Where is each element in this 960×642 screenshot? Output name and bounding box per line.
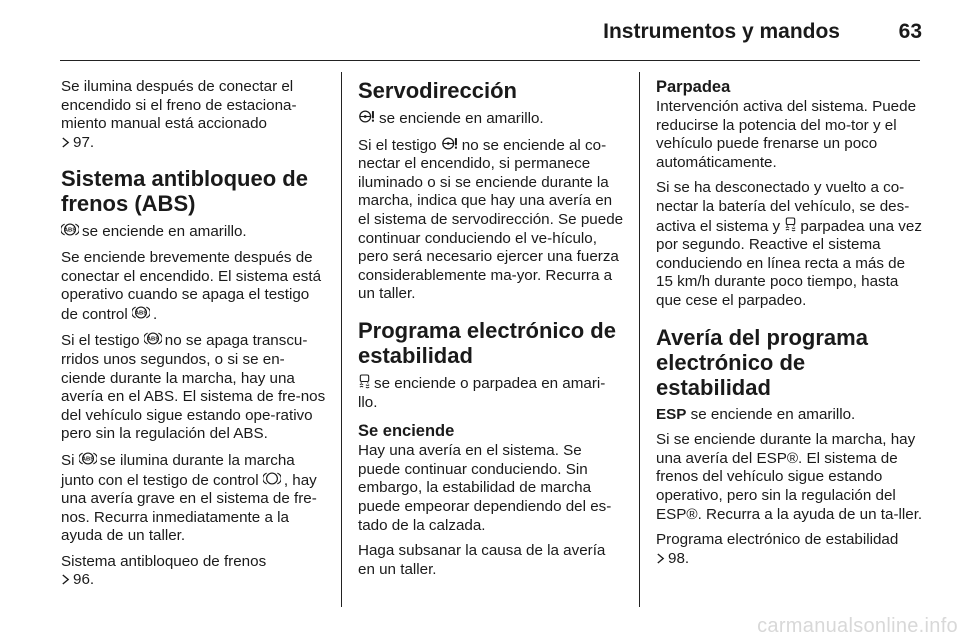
column-2 — [358, 78, 624, 586]
column-1 — [61, 78, 327, 597]
header-divider — [60, 60, 920, 61]
paragraph-text: se ilumina durante la marcha junto con el testigo de control — [61, 451, 295, 489]
paragraph-text: Si el testigo — [61, 332, 140, 350]
page-reference-icon — [61, 574, 70, 585]
paragraph — [61, 78, 327, 152]
section-heading-averia-esp: Avería del programa electrónico de estabilidad — [656, 324, 868, 400]
section-heading-esp: Programa electrónico de estabilidad — [358, 317, 616, 368]
paragraph-text: Si se ha desconectado y vuelto a co-nectar la batería del vehículo, se des-activa el sistema y — [656, 179, 910, 235]
paragraph — [656, 531, 924, 568]
abs-warning-icon — [144, 331, 162, 346]
page-reference[interactable]: 96. — [73, 571, 95, 589]
paragraph: Hay una avería en el sistema. Se puede continuar conduciendo. Sin embargo, la estabilidad de marcha puede empeorar dependiendo del es-tado de la calzada. — [358, 442, 612, 534]
paragraph — [61, 553, 327, 590]
watermark: carmanualsonline.info — [757, 615, 958, 637]
paragraph — [61, 222, 327, 242]
paragraph: Se enciende brevemente después de conectar el encendido. El sistema está operativo cuando se apaga el testigo de control . — [61, 248, 322, 323]
brake-warning-icon — [263, 471, 281, 486]
page-section-title: Instrumentos y mandos — [603, 20, 840, 43]
paragraph-text: Sistema antibloqueo de frenos — [61, 552, 267, 570]
power-steering-icon — [441, 136, 459, 151]
paragraph — [656, 406, 924, 425]
paragraph — [358, 109, 624, 129]
abs-warning-icon — [79, 451, 97, 466]
paragraph-text: , hay una avería grave en el sistema de fre-nos. Recurra inmediatamente a la ayuda de un taller. — [61, 471, 317, 545]
column-divider-2 — [639, 72, 640, 607]
subheading-se-enciende: Se enciende — [358, 422, 455, 441]
page-reference-icon — [656, 553, 665, 564]
page-number: 63 — [898, 20, 922, 43]
paragraph: Si se enciende durante la marcha, hay una avería del ESP®. El sistema de frenos del vehículo sigue estando operativo, pero sin la regulación del ESP®. Recurra a la ayuda de un ta-ller. — [656, 431, 923, 523]
esp-label: ESP — [656, 405, 687, 423]
section-heading-servodireccion: Servodirección — [358, 78, 517, 103]
page-reference[interactable]: 97. — [73, 133, 95, 151]
esp-skid-icon — [784, 217, 797, 232]
paragraph-text: Se enciende brevemente después de conectar el encendido. El sistema está operativo cuando se apaga el testigo de control — [61, 248, 322, 323]
column-3 — [656, 78, 924, 575]
page-reference[interactable]: 98. — [668, 549, 690, 567]
paragraph-text: no se apaga transcu-rridos unos segundos, o si se en-ciende durante la marcha, hay una avería en el ABS. El sistema de fre-nos del vehículo sigue estando ope-rativo pero sin la regulación del ABS. — [61, 332, 326, 443]
page-header — [0, 0, 960, 60]
paragraph — [358, 374, 624, 412]
abs-warning-icon — [61, 222, 79, 237]
paragraph — [61, 451, 327, 546]
paragraph-text: Se ilumina después de conectar el encendido si el freno de estaciona-miento manual está accionado — [61, 78, 297, 133]
paragraph — [358, 136, 624, 304]
paragraph — [656, 179, 924, 310]
paragraph-text: se enciende en amarillo. — [82, 223, 247, 241]
paragraph-text: se enciende o parpadea en amari-llo. — [358, 374, 606, 411]
paragraph — [61, 331, 327, 444]
esp-skid-icon — [358, 374, 371, 389]
paragraph-text: Si el testigo — [358, 136, 437, 154]
paragraph-text: se enciende en amarillo. — [690, 405, 856, 423]
paragraph: Haga subsanar la causa de la avería en un taller. — [358, 542, 606, 578]
paragraph-text: Si — [61, 451, 75, 469]
abs-warning-icon — [132, 305, 150, 320]
paragraph-text: Programa electrónico de estabilidad — [656, 531, 899, 549]
paragraph-text: se enciende en amarillo. — [379, 110, 544, 127]
power-steering-icon — [358, 109, 376, 124]
column-divider-1 — [341, 72, 342, 607]
subheading-parpadea: Parpadea — [656, 78, 731, 96]
paragraph-text: no se enciende al co-nectar el encendido, si permanece iluminado o si se enciende durante la marcha, indica que hay una avería en el sistema de servodirección. Se puede continuar conduciendo el ve-hículo, pero será necesario ejercer una fuerza considerablemente ma-yor. Recurra a un taller. — [358, 136, 624, 303]
page-reference-icon — [61, 137, 70, 148]
paragraph-text: parpadea una vez por segundo. Reactive el sistema conduciendo en línea recta a más de 15 km/h durante poco tiempo, hasta que cese el parpadeo. — [656, 217, 922, 309]
paragraph: Intervención activa del sistema. Puede reducirse la potencia del mo-tor y el vehículo puede frenarse un poco automáticamente. — [656, 98, 917, 171]
section-heading-abs: Sistema antibloqueo de frenos (ABS) — [61, 166, 308, 217]
